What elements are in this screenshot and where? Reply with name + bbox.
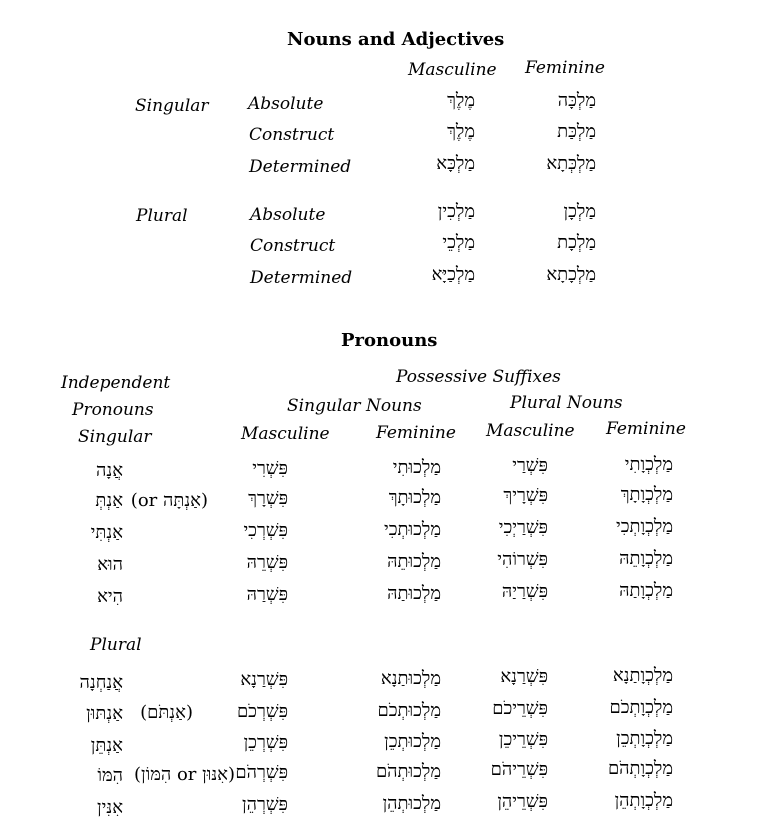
pronouns-title: Pronouns	[341, 330, 438, 351]
poss-pn-fem: מַלְכְוָתֵהּ	[619, 548, 673, 569]
poss-pn-fem: מַלְכְוָתָךְ	[620, 484, 673, 505]
poss-pn-fem: מַלְכְוָתַהּ	[619, 580, 673, 601]
nouns-pl-cst-masc: מַלְכֵי	[442, 232, 475, 253]
poss-pn-masc: פִּשְׁרַי	[512, 455, 548, 476]
sn-feminine-header: Feminine	[376, 423, 456, 443]
pron-independent: אַנְתֵּן	[90, 735, 123, 756]
poss-sn-fem: מַלְכוּתֵהּ	[387, 551, 441, 572]
pron-alternate: (אִנּוּן or הִמּוֹן)	[133, 764, 235, 785]
nouns-singular-label: Singular	[135, 96, 209, 116]
pron-independent: הִמּוֹ	[97, 765, 123, 786]
pron-alternate: (אַנְתָּה or)	[130, 490, 208, 511]
poss-sn-masc: פִּשְׁרְכֵן	[243, 732, 288, 753]
pron-independent: אַנְתְּ	[95, 490, 123, 511]
poss-pn-masc: פִּשְׁרָיךְ	[503, 485, 548, 506]
pron-independent: אִנִּין	[97, 797, 123, 818]
poss-pn-masc: פִּשְׁרֵיהֵן	[497, 791, 548, 812]
pron-independent: אֲנַחְנָה	[79, 672, 123, 693]
poss-pn-fem: מַלְכְוָתְכֵן	[616, 728, 673, 749]
pron-independent: אֲנָה	[95, 460, 123, 481]
poss-sn-masc: פִּשְׁרְהֵן	[242, 794, 288, 815]
nouns-row-label: Construct	[249, 125, 335, 145]
pron-alternate: (אַנְתֹּם)	[140, 702, 193, 723]
poss-pn-masc: פִּשְׁרַיְכִי	[498, 517, 548, 538]
pron-independent: הִיא	[97, 586, 123, 607]
nouns-pl-abs-masc: מַלְכִין	[437, 201, 475, 222]
poss-sn-fem: מַלְכוּתַהּ	[387, 583, 441, 604]
poss-pn-fem: מַלְכְוָתְכֹם	[609, 697, 673, 718]
poss-sn-fem: מַלְכוּתְהֹם	[375, 761, 441, 782]
nouns-col-masculine: Masculine	[408, 60, 497, 80]
nouns-row-label: Absolute	[250, 205, 326, 225]
pron-independent: אַנְתּוּן	[86, 703, 123, 724]
nouns-row-label: Absolute	[248, 94, 324, 114]
poss-sn-masc: פִּשְׁרִי	[252, 458, 288, 479]
poss-pn-masc: פִּשְׁרַנָא	[500, 666, 548, 687]
poss-sn-fem: מַלְכוּתְהֵן	[382, 793, 441, 814]
poss-pn-fem: מַלְכְוָתִי	[624, 454, 673, 475]
poss-sn-masc: פִּשְׁרַנָא	[240, 669, 288, 690]
pron-plural-label: Plural	[90, 635, 142, 655]
sn-masculine-header: Masculine	[241, 424, 330, 444]
poss-sn-masc: פִּשְׁרָךְ	[248, 488, 288, 509]
nouns-col-feminine: Feminine	[525, 58, 605, 78]
possessive-suffixes-label: Possessive Suffixes	[396, 367, 561, 387]
poss-pn-masc: פִּשְׁרֵיכֵן	[498, 729, 548, 750]
poss-pn-fem: מַלְכְוָתְהֵן	[614, 790, 673, 811]
poss-sn-masc: פִּשְׁרְכִי	[243, 520, 288, 541]
nouns-row-label: Determined	[250, 268, 353, 288]
poss-pn-masc: פִּשְׁרוֹהִי	[497, 549, 548, 570]
poss-pn-masc: פִּשְׁרַיַהּ	[501, 581, 548, 602]
poss-pn-fem: מַלְכְוָתְהֹם	[607, 758, 673, 779]
singular-nouns-label: Singular Nouns	[287, 396, 422, 416]
nouns-pl-det-masc: מַלְכַיָּא	[431, 264, 475, 285]
nouns-sg-cst-masc: מֶלֶךְ	[447, 121, 475, 142]
poss-sn-masc: פִּשְׁרְכֹם	[236, 701, 288, 722]
pronouns-label: Pronouns	[72, 400, 154, 420]
nouns-sg-det-fem: מַלְכְּתָא	[546, 153, 596, 174]
poss-pn-fem: מַלְכְוָתַנָא	[612, 665, 673, 686]
nouns-row-label: Determined	[249, 157, 352, 177]
poss-pn-masc: פִּשְׁרֵיהֹם	[490, 759, 548, 780]
poss-sn-fem: מַלְכוּתָךְ	[388, 487, 441, 508]
poss-sn-masc: פִּשְׁרֵהּ	[246, 552, 288, 573]
poss-sn-masc: פִּשְׁרַהּ	[246, 584, 288, 605]
nouns-sg-abs-masc: מֶלֶךְ	[447, 90, 475, 111]
poss-sn-fem: מַלְכוּתְכֹם	[377, 700, 441, 721]
poss-sn-masc: פִּשְׁרְהֹם	[235, 762, 288, 783]
plural-nouns-label: Plural Nouns	[510, 393, 623, 413]
nouns-sg-abs-fem: מַלְכָּה	[557, 90, 596, 111]
nouns-sg-det-masc: מַלְכָּא	[436, 153, 475, 174]
pron-independent: אַנְתִּי	[90, 522, 123, 543]
poss-sn-fem: מַלְכוּתְכֵן	[384, 731, 441, 752]
pron-singular-label: Singular	[78, 427, 152, 447]
poss-sn-fem: מַלְכוּתְכִי	[384, 519, 441, 540]
poss-sn-fem: מַלְכוּתַנָא	[380, 668, 441, 689]
pron-independent: הוּא	[97, 554, 123, 575]
nouns-row-label: Construct	[250, 236, 336, 256]
poss-sn-fem: מַלְכוּתִי	[392, 457, 441, 478]
pn-feminine-header: Feminine	[606, 419, 686, 439]
nouns-pl-abs-fem: מַלְכָן	[563, 201, 596, 222]
independent-label: Independent	[61, 373, 171, 393]
nouns-pl-det-fem: מַלְכָתָא	[546, 264, 596, 285]
nouns-pl-cst-fem: מַלְכָת	[557, 232, 596, 253]
nouns-title: Nouns and Adjectives	[287, 29, 505, 50]
nouns-sg-cst-fem: מַלְכַּת	[557, 121, 596, 142]
poss-pn-masc: פִּשְׁרֵיכֹם	[492, 698, 548, 719]
poss-pn-fem: מַלְכְוָתְכִי	[616, 516, 673, 537]
pn-masculine-header: Masculine	[486, 421, 575, 441]
nouns-plural-label: Plural	[136, 206, 188, 226]
